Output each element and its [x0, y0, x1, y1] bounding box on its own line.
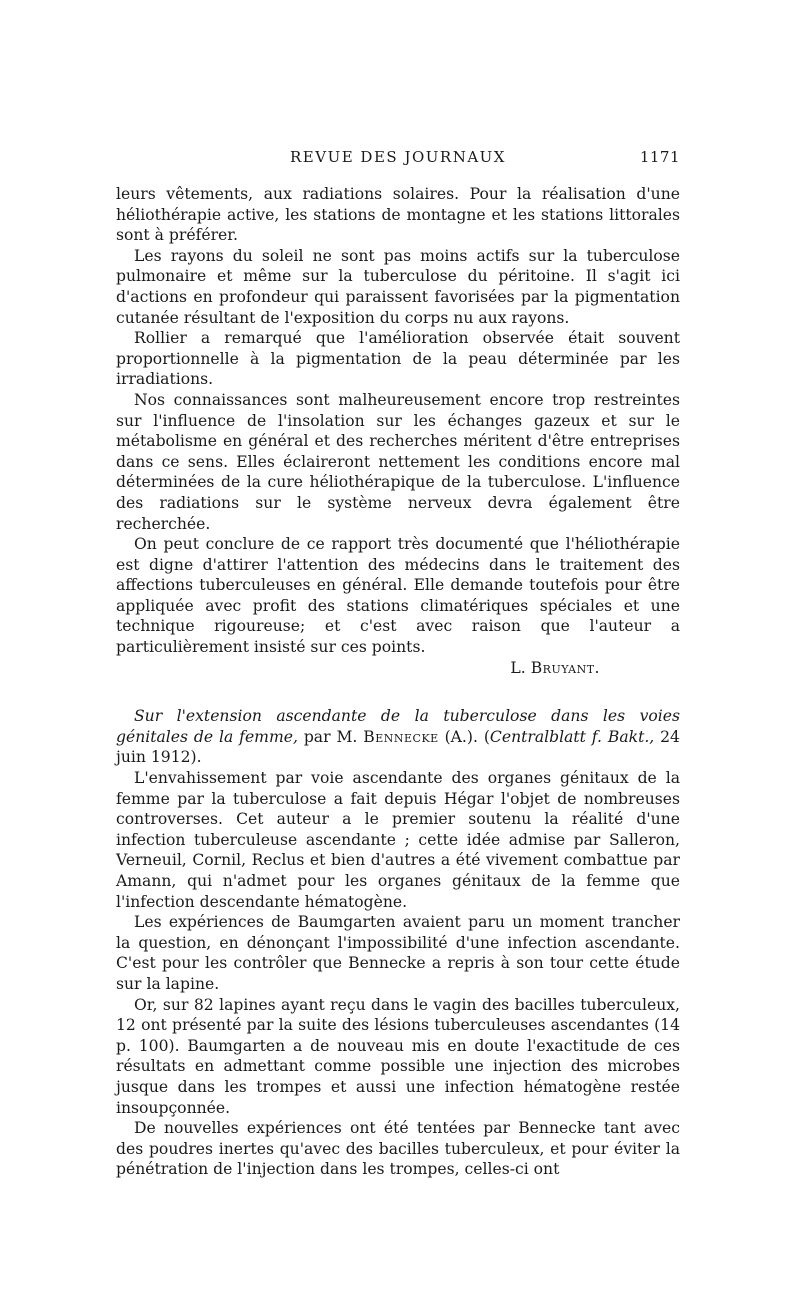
section-gap: [116, 678, 680, 706]
article-title: Sur l'extension ascendante de la tuberculose dans les voies génitales de la femme,: [116, 707, 680, 746]
page-body: [116, 184, 680, 1180]
article-reference: [116, 706, 680, 768]
signature-initial: L.: [510, 658, 526, 677]
paragraph: On peut conclure de ce rapport très documenté que l'héliothérapie est digne d'attirer l'attention des médecins dans le traitement des affections tuberculeuses en général. Elle demande toutefois pour être appliquée avec profit des stations climatériques spéciales et une technique rigoureuse; et c'est avec raison que l'auteur a particulièrement insisté sur ces points.: [116, 535, 680, 657]
paragraph: De nouvelles expériences ont été tentées par Bennecke tant avec des poudres inertes qu'avec des bacilles tuberculeux, et pour éviter la pénétration de l'injection dans les trompes, celles-ci ont: [116, 1119, 680, 1179]
paragraph: Or, sur 82 lapines ayant reçu dans le vagin des bacilles tuberculeux, 12 ont présenté par la suite des lésions tuberculeuses ascendantes (14 p. 100). Baumgarten a de nouveau mis en doute l'exactitude de ces résultats en admettant comme possible une injection des microbes jusque dans les trompes et aussi une infection hématogène restée insoupçonnée.: [116, 995, 680, 1117]
paragraph: leurs vêtements, aux radiations solaires. Pour la réalisation d'une héliothérapie active, les stations de montagne et les stations littorales sont à préférer.: [116, 185, 680, 245]
article-author: Bennecke: [363, 727, 439, 746]
paragraph: Rollier a remarqué que l'amélioration observée était souvent proportionnelle à la pigmentation de la peau déterminée par les irradiations.: [116, 329, 680, 389]
page-number: 1171: [639, 148, 680, 166]
article-journal: Centralblatt f. Bakt.,: [489, 727, 655, 746]
running-title: REVUE DES JOURNAUX: [290, 148, 506, 166]
running-header: [116, 148, 680, 170]
paragraph: Les expériences de Baumgarten avaient paru un moment trancher la question, en dénonçant l'impossibilité d'une infection ascendante. C'est pour les contrôler que Bennecke a repris à son tour cette étude sur la lapine.: [116, 913, 680, 993]
paragraph: Nos connaissances sont malheureusement encore trop restreintes sur l'influence de l'insolation sur les échanges gazeux et sur le métabolisme en général et des recherches méritent d'être entreprises dans ce sens. Elles éclaireront nettement les conditions encore mal déterminées de la cure héliothérapique de la tuberculose. L'influence des radiations sur le système nerveux devra également être recherchée.: [116, 390, 680, 533]
article-date: 24 juin 1912).: [116, 727, 680, 767]
signature-name: Bruyant.: [530, 658, 600, 677]
paragraph: Les rayons du soleil ne sont pas moins actifs sur la tuberculose pulmonaire et même sur la tuberculose du péritoine. Il s'agit ici d'actions en profondeur qui paraissent favorisées par la pigmentation cutanée résultant de l'exposition du corps nu aux rayons.: [116, 246, 680, 327]
paragraph: L'envahissement par voie ascendante des organes génitaux de la femme par la tuberculose a fait depuis Hégar l'objet de nombreuses controverses. Cet auteur a le premier soutenu la réalité d'une infection tuberculeuse ascendante ; cette idée admise par Salleron, Verneuil, Cornil, Reclus et bien d'autres a été vivement combattue par Amann, qui n'admet pour les organes génitaux de la femme que l'infection descendante hématogène.: [116, 769, 680, 911]
signature: [116, 658, 680, 679]
article-by: par M.: [297, 727, 364, 746]
article-author-initial: (A.). (: [438, 727, 490, 746]
